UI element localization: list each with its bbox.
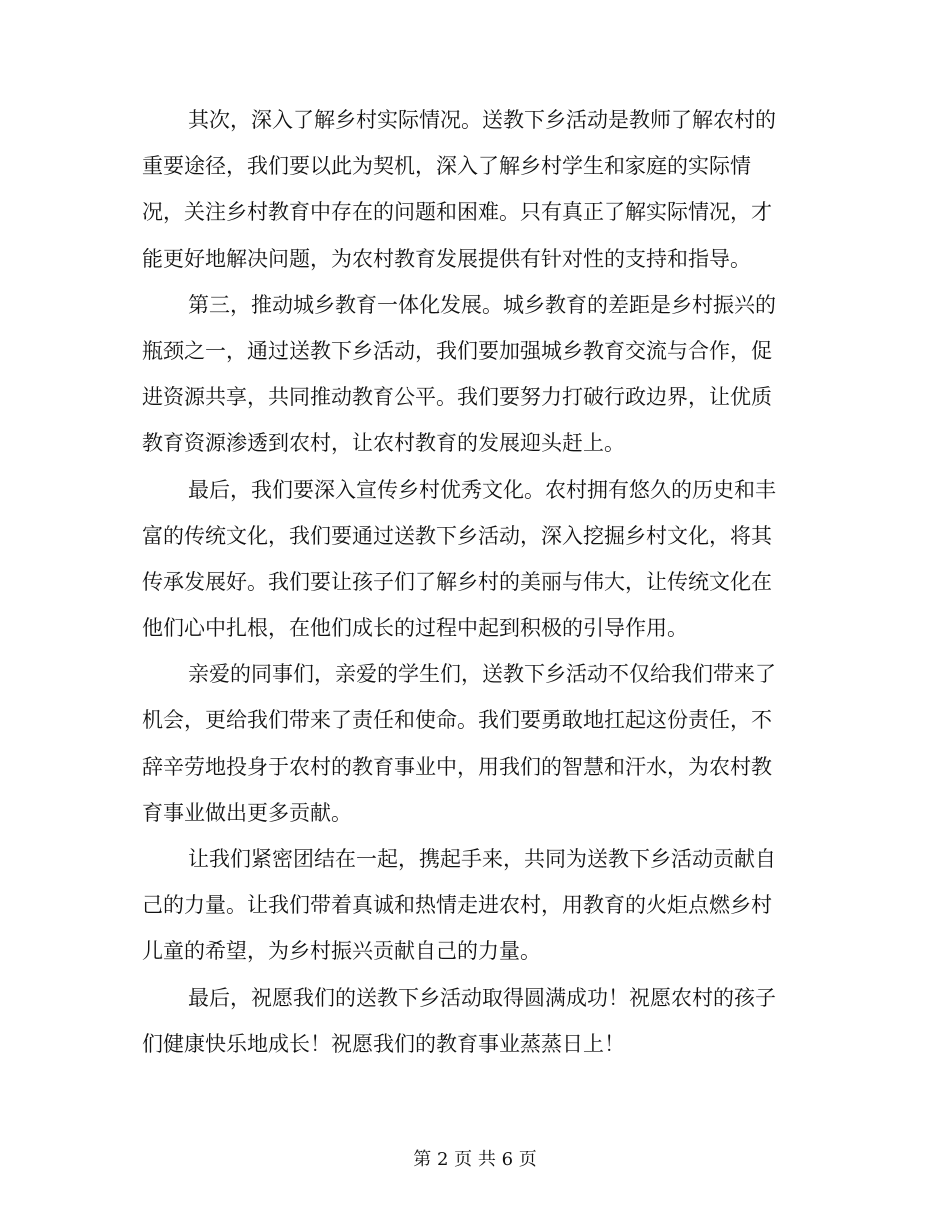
- text-line: 重要途径，我们要以此为契机，深入了解乡村学生和家庭的实际情: [142, 154, 751, 179]
- text-line: 最后，我们要深入宣传乡村优秀文化。农村拥有悠久的历史和丰: [188, 477, 776, 502]
- text-line: 他们心中扎根，在他们成长的过程中起到积极的引导作用。: [142, 616, 688, 641]
- text-line: 儿童的希望，为乡村振兴贡献自己的力量。: [142, 939, 541, 964]
- text-line: 育事业做出更多贡献。: [142, 800, 352, 825]
- text-line: 们健康快乐地成长！祝愿我们的教育事业蒸蒸日上！: [142, 1031, 625, 1056]
- text-line: 瓶颈之一，通过送教下乡活动，我们要加强城乡教育交流与合作，促: [142, 338, 772, 363]
- text-line: 让我们紧密团结在一起，携起手来，共同为送教下乡活动贡献自: [188, 847, 776, 871]
- text-line: 最后，祝愿我们的送教下乡活动取得圆满成功！祝愿农村的孩子: [188, 985, 776, 1010]
- body-text: [142, 97, 808, 1067]
- text-line: 进资源共享，共同推动教育公平。我们要努力打破行政边界，让优质: [142, 385, 772, 410]
- text-line: 辞辛劳地投身于农村的教育事业中，用我们的智慧和汗水，为农村教: [142, 754, 772, 779]
- paragraph-5: [142, 836, 808, 975]
- paragraph-1: [142, 97, 808, 282]
- text-line: 传承发展好。我们要让孩子们了解乡村的美丽与伟大，让传统文化在: [142, 569, 772, 594]
- paragraph-6: [142, 975, 808, 1067]
- paragraph-2: [142, 282, 808, 467]
- text-line: 教育资源渗透到农村，让农村教育的发展迎头赶上。: [142, 431, 625, 456]
- text-line: 第三，推动城乡教育一体化发展。城乡教育的差距是乡村振兴的: [188, 292, 776, 317]
- page-number-footer: 第 2 页 共 6 页: [413, 1149, 537, 1170]
- text-line: 己的力量。让我们带着真诚和热情走进农村，用教育的火炬点燃乡村: [142, 893, 772, 918]
- text-line: 亲爱的同事们，亲爱的学生们，送教下乡活动不仅给我们带来了: [188, 662, 776, 687]
- text-line: 其次，深入了解乡村实际情况。送教下乡活动是教师了解农村的: [188, 108, 776, 132]
- text-line: 况，关注乡村教育中存在的问题和困难。只有真正了解实际情况，才: [142, 200, 772, 225]
- paragraph-3: [142, 467, 808, 652]
- text-line: 能更好地解决问题，为农村教育发展提供有针对性的支持和指导。: [142, 246, 751, 271]
- text-line: 机会，更给我们带来了责任和使命。我们要勇敢地扛起这份责任，不: [142, 708, 772, 733]
- text-line: 富的传统文化，我们要通过送教下乡活动，深入挖掘乡村文化，将其: [142, 523, 772, 548]
- paragraph-4: [142, 651, 808, 836]
